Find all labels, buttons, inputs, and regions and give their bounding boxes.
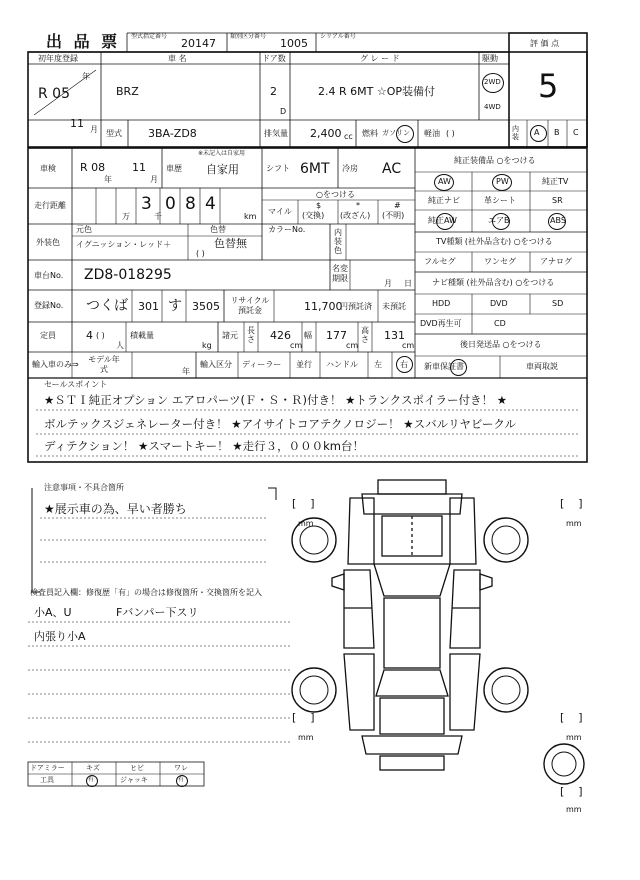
drive-label: 駆動 — [482, 54, 498, 63]
chassis-label: 車台No. — [34, 271, 64, 280]
sales-point-label: セールスポイント — [44, 380, 108, 389]
height: 131 — [384, 329, 405, 342]
tire-mm-fr: mm — [566, 519, 582, 528]
navi-cd: CD — [494, 319, 506, 328]
interior-a: A — [534, 128, 540, 137]
equip-genuine-tv: 純正TV — [542, 177, 569, 186]
inspector-note-1a: 小A、U — [34, 606, 72, 619]
navi-dvd: DVD — [490, 299, 508, 308]
interior-grade-label: 内装 — [512, 125, 519, 141]
notes-label: 注意事項・不具合箇所 — [44, 483, 124, 492]
shaken-month-unit: 月 — [150, 175, 158, 184]
grade: 2.4 R 6MT ☆OP装備付 — [318, 85, 435, 98]
width-label: 幅 — [304, 331, 312, 340]
mileage-digit-1: 3 — [141, 194, 152, 214]
shift: 6MT — [300, 161, 330, 177]
recycle-unit: 円預託済 — [340, 302, 372, 311]
doors-sub: D — [280, 107, 287, 116]
note-1: ★展示車の為、早い者勝ち — [44, 502, 187, 516]
model-no: 20147 — [181, 37, 216, 50]
tv-oneseg: ワンセグ — [484, 257, 516, 266]
height-unit: cm — [402, 341, 415, 350]
navi-hdd: HDD — [432, 299, 451, 308]
first-reg-year: R 05 — [38, 86, 70, 102]
history-note: ※未記入は自家用 — [198, 150, 246, 157]
model-year-unit: 年 — [182, 367, 190, 376]
sales-line-1: ★ＳＴＩ純正オプション エアロパーツ(Ｆ・Ｓ・Ｒ)付き！ ★トランクスポイラー付き！ ★ — [44, 393, 508, 407]
equip-genuine-navi: 純正ナビ — [428, 196, 460, 205]
navi-header: ナビ種類 (社外品含む) ○をつける — [432, 278, 555, 287]
width: 177 — [326, 329, 347, 342]
chassis: ZD8-018295 — [84, 267, 172, 283]
opt2-label: (改ざん) — [340, 211, 371, 220]
legend-tools-yes: 有 — [88, 776, 95, 783]
first-reg-month-unit: 月 — [90, 125, 98, 134]
type: 3BA-ZD8 — [148, 127, 197, 140]
name-change-day: 日 — [404, 279, 412, 288]
first-reg-month: 11 — [70, 117, 84, 130]
legend-jack: ジャッキ — [120, 776, 148, 784]
tire-mm-rl: mm — [298, 733, 314, 742]
reg-class: 301 — [138, 300, 159, 313]
interior-color-label: 内装色 — [334, 228, 342, 255]
width-unit: cm — [346, 341, 359, 350]
opt1: $ — [316, 201, 322, 210]
reg-no: 3505 — [192, 300, 220, 313]
drive-2wd: 2WD — [484, 78, 501, 86]
color-no-label: カラーNo. — [268, 225, 306, 234]
history-label: 車歴 — [166, 164, 182, 173]
equip-leather: 革シート — [484, 196, 516, 205]
model-no-label: 型式指定番号 — [131, 33, 168, 40]
capacity-unit: 人 — [116, 341, 124, 350]
tv-header: TV種類 (社外品含む) ○をつける — [436, 237, 553, 246]
recolor-paren: ( ) — [196, 249, 205, 258]
fuel-paren: ( ) — [446, 129, 455, 138]
shaken-year: R 08 — [80, 161, 106, 174]
recolor: 色替無 — [214, 237, 247, 250]
mile-label: マイル — [268, 207, 292, 216]
equip-sr: SR — [552, 196, 563, 205]
class-no-label: 類別区分番号 — [230, 33, 267, 40]
first-reg-label: 初年度登録 — [38, 54, 78, 63]
load-unit: kg — [202, 341, 212, 350]
mileage-label: 走行距離 — [34, 201, 66, 210]
tv-analog: アナログ — [540, 257, 572, 266]
reg-kana: す — [168, 298, 182, 314]
displacement-label: 排気量 — [264, 129, 288, 138]
not-deposited: 未預託 — [382, 302, 406, 311]
exterior-label: 外装色 — [36, 238, 60, 247]
tire-bracket-fl: [ ] — [292, 497, 315, 510]
equip-header: 純正装備品 ○をつける — [454, 156, 536, 165]
inspector-label: 検査員記入欄：修復歴「有」の場合は修復箇所・交換箇所を記入 — [30, 588, 262, 597]
length-label: 長さ — [247, 326, 255, 344]
equip-pw: PW — [496, 177, 509, 186]
fuel-gas: ガソリン — [382, 129, 410, 137]
dealer: ディーラー — [242, 360, 282, 369]
mileage-digit-3: 8 — [185, 194, 196, 214]
model-year-label: モデル年式 — [88, 355, 120, 374]
class-no: 1005 — [280, 37, 308, 50]
fuel-diesel: 軽油 — [424, 129, 440, 138]
tire-bracket-rr: [ ] — [560, 711, 583, 724]
legend-hibi: ヒビ — [130, 764, 144, 772]
doors-label: ドア数 — [262, 54, 286, 63]
dims-label: 諸元 — [222, 331, 238, 340]
tire-mm-fl: mm — [298, 519, 314, 528]
length: 426 — [270, 329, 291, 342]
load-label: 積載量 — [130, 331, 154, 340]
car-name: BRZ — [116, 85, 139, 98]
navi-sd: SD — [552, 299, 564, 308]
capacity: 4 — [86, 329, 93, 342]
length-unit: cm — [290, 341, 303, 350]
page-title: 出 品 票 — [46, 32, 121, 51]
eval-label: 評 価 点 — [530, 39, 560, 48]
cooler: AC — [382, 161, 402, 177]
tire-mm-rr: mm — [566, 733, 582, 742]
tire-bracket-rl: [ ] — [292, 711, 315, 724]
recycle-label: リサイクル預託金 — [230, 296, 270, 315]
tire-bracket-fr: [ ] — [560, 497, 583, 510]
equip-aw: AW — [438, 177, 451, 186]
drive-4wd: 4WD — [484, 103, 501, 111]
mileage-sen-unit: 千 — [154, 212, 162, 221]
mileage-note: ○をつける — [316, 190, 355, 199]
reg-label: 登録No. — [34, 301, 64, 310]
import-type-label: 輸入区分 — [200, 360, 232, 369]
import-only-label: 輸入車のみ⇒ — [32, 360, 79, 369]
recolor-label: 色替 — [210, 225, 226, 234]
inspector-note-2: 内張り小A — [34, 630, 86, 643]
displacement: 2,400 — [310, 127, 342, 140]
spare-tire-icon — [540, 740, 588, 788]
tv-fullseg: フルセグ — [424, 257, 456, 266]
handle-left: 左 — [374, 360, 382, 369]
car-name-label: 車 名 — [168, 54, 187, 63]
mileage-digit-4: 4 — [205, 194, 216, 214]
legend-ware: ワレ — [174, 764, 188, 772]
later-warranty: 新車保証書 — [424, 362, 464, 371]
equip-genuine-aw: 純正AW — [428, 216, 457, 225]
recycle: 11,700 — [304, 300, 343, 313]
fuel-gas-circle — [396, 125, 414, 143]
inspector-note-1b: Fバンパー下スリ — [116, 606, 199, 619]
mileage-man-unit: 万 — [122, 212, 130, 221]
parallel: 並行 — [296, 360, 312, 369]
opt3-label: (不明) — [382, 211, 405, 220]
interior-c: C — [573, 128, 579, 137]
type-label: 型式 — [106, 129, 122, 138]
eval-score: 5 — [538, 67, 559, 105]
first-reg-year-unit: 年 — [82, 72, 90, 81]
opt1-label: (交換) — [302, 211, 325, 220]
original-color: イグニッション・レッド＋ — [76, 240, 172, 249]
navi-dvd-play: DVD再生可 — [420, 319, 462, 328]
handle-label: ハンドル — [326, 360, 358, 369]
equip-abs: ABS — [550, 216, 566, 225]
doors-count: 2 — [270, 85, 277, 98]
shaken-month: 11 — [132, 161, 146, 174]
mileage-km: km — [244, 212, 257, 221]
equip-airbag: エアB — [488, 216, 510, 225]
legend-doormirror: ドアミラー — [30, 764, 65, 772]
sales-line-2: ボルテックスジェネレーター付き！ ★アイサイトコアテクノロジー！ ★スバルリヤビークル — [44, 417, 517, 431]
later-manual: 車両取説 — [526, 362, 558, 371]
history: 自家用 — [206, 163, 239, 176]
opt3: # — [394, 201, 401, 210]
name-change-month: 月 — [384, 279, 392, 288]
tire-bracket-spare: [ ] — [560, 785, 583, 798]
capacity-paren: ( ) — [96, 331, 105, 340]
fuel-label: 燃料 — [362, 129, 378, 138]
height-label: 高さ — [361, 326, 369, 344]
legend-tools: 工具 — [40, 776, 54, 784]
original-color-label: 元色 — [76, 225, 92, 234]
later-header: 後日発送品 ○をつける — [460, 340, 542, 349]
tire-mm-spare: mm — [566, 805, 582, 814]
grade-label: グ レ ー ド — [360, 54, 400, 63]
cooler-label: 冷房 — [342, 164, 358, 173]
shift-label: シフト — [266, 164, 290, 173]
reg-area: つくば — [86, 298, 128, 314]
shaken-label: 車検 — [40, 164, 56, 173]
interior-b: B — [554, 128, 560, 137]
displacement-unit: cc — [344, 132, 353, 141]
legend-kizu: キズ — [86, 764, 100, 772]
serial-label: シリアル番号 — [320, 33, 356, 40]
handle-right: 右 — [400, 360, 408, 369]
shaken-year-unit: 年 — [104, 175, 112, 184]
capacity-label: 定員 — [40, 331, 56, 340]
name-change-label: 名変期限 — [332, 264, 348, 283]
opt2: * — [356, 201, 360, 210]
car-diagram — [290, 478, 530, 778]
sales-line-3: ディテクション！ ★スマートキー！ ★走行３，０００km台！ — [44, 439, 364, 453]
mileage-digit-2: 0 — [165, 194, 176, 214]
legend-jack-yes: 有 — [178, 776, 185, 783]
